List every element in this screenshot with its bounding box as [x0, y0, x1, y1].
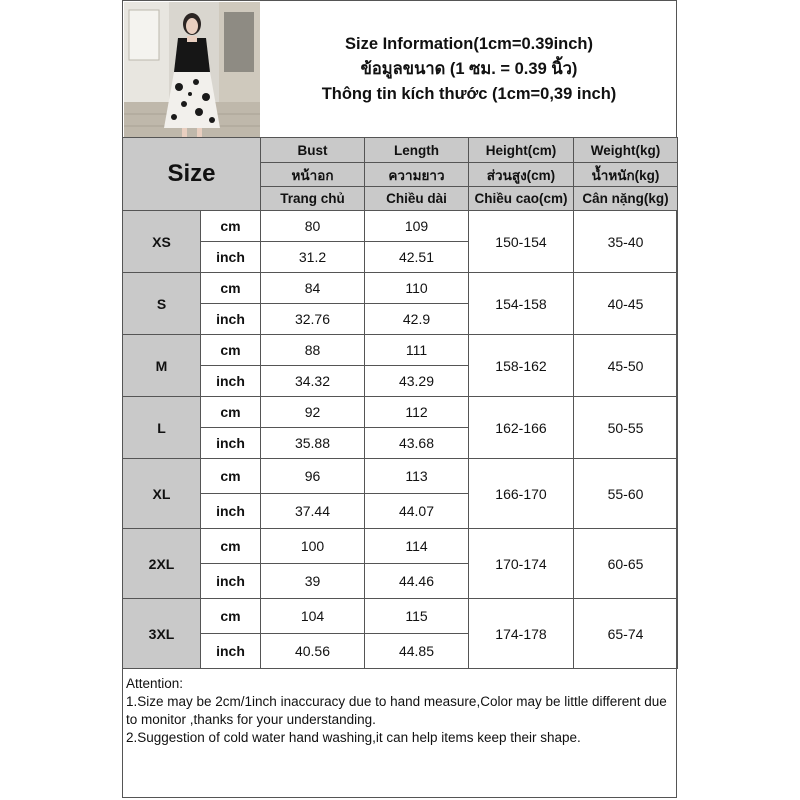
bust-inch-value: 37.44 [261, 494, 365, 529]
bust-inch-value: 32.76 [261, 304, 365, 335]
height-range: 158-162 [469, 335, 574, 397]
unit-cm: cm [201, 335, 261, 366]
size-row-l-cm [123, 397, 678, 428]
attention-heading: Attention: [126, 676, 184, 691]
model-photo-image [124, 2, 260, 137]
height-header-vietnamese: Chiều cao(cm) [469, 187, 574, 211]
length-cm-value: 115 [365, 599, 469, 634]
bust-cm-value: 92 [261, 397, 365, 428]
header-row-english [123, 138, 678, 163]
attention-note-1: 1.Size may be 2cm/1inch inaccuracy due to hand measure,Color may be little different due to monitor ,thanks for your understanding. [126, 694, 667, 727]
size-row-2xl-cm [123, 529, 678, 564]
size-information-title [262, 2, 676, 137]
title-thai: ข้อมูลขนาด (1 ซม. = 0.39 นิ้ว) [360, 60, 578, 78]
unit-cm: cm [201, 211, 261, 242]
bust-cm-value: 84 [261, 273, 365, 304]
length-header: Length [365, 138, 469, 163]
length-inch-value: 43.29 [365, 366, 469, 397]
unit-inch: inch [201, 428, 261, 459]
length-cm-value: 110 [365, 273, 469, 304]
height-range: 150-154 [469, 211, 574, 273]
unit-inch: inch [201, 242, 261, 273]
height-range: 166-170 [469, 459, 574, 529]
size-row-s-cm [123, 273, 678, 304]
weight-header: Weight(kg) [574, 138, 678, 163]
size-label: M [123, 335, 201, 397]
weight-header-vietnamese: Cân nặng(kg) [574, 187, 678, 211]
length-cm-value: 113 [365, 459, 469, 494]
unit-cm: cm [201, 459, 261, 494]
length-inch-value: 44.46 [365, 564, 469, 599]
unit-inch: inch [201, 304, 261, 335]
size-label: L [123, 397, 201, 459]
size-row-m-cm [123, 335, 678, 366]
size-table [122, 137, 678, 669]
size-label: 3XL [123, 599, 201, 669]
size-label: XS [123, 211, 201, 273]
bust-cm-value: 104 [261, 599, 365, 634]
title-vietnamese: Thông tin kích thước (1cm=0,39 inch) [321, 85, 617, 103]
unit-inch: inch [201, 634, 261, 669]
length-inch-value: 42.51 [365, 242, 469, 273]
size-row-xl-cm [123, 459, 678, 494]
height-range: 174-178 [469, 599, 574, 669]
length-cm-value: 111 [365, 335, 469, 366]
bust-inch-value: 39 [261, 564, 365, 599]
unit-cm: cm [201, 273, 261, 304]
length-cm-value: 114 [365, 529, 469, 564]
weight-range: 65-74 [574, 599, 678, 669]
height-range: 154-158 [469, 273, 574, 335]
length-cm-value: 109 [365, 211, 469, 242]
length-header-thai: ความยาว [365, 163, 469, 187]
size-label: XL [123, 459, 201, 529]
height-range: 170-174 [469, 529, 574, 599]
size-row-xs-cm [123, 211, 678, 242]
length-inch-value: 44.85 [365, 634, 469, 669]
unit-inch: inch [201, 494, 261, 529]
weight-range: 55-60 [574, 459, 678, 529]
unit-cm: cm [201, 599, 261, 634]
unit-cm: cm [201, 529, 261, 564]
length-inch-value: 44.07 [365, 494, 469, 529]
weight-range: 60-65 [574, 529, 678, 599]
height-header-thai: ส่วนสูง(cm) [469, 163, 574, 187]
weight-range: 50-55 [574, 397, 678, 459]
bust-cm-value: 96 [261, 459, 365, 494]
unit-cm: cm [201, 397, 261, 428]
unit-inch: inch [201, 564, 261, 599]
bust-cm-value: 80 [261, 211, 365, 242]
bust-header-vietnamese: Trang chủ [261, 187, 365, 211]
bust-header: Bust [261, 138, 365, 163]
height-header: Height(cm) [469, 138, 574, 163]
length-cm-value: 112 [365, 397, 469, 428]
size-label: S [123, 273, 201, 335]
height-range: 162-166 [469, 397, 574, 459]
bust-header-thai: หน้าอก [261, 163, 365, 187]
weight-range: 40-45 [574, 273, 678, 335]
attention-notes [126, 675, 674, 747]
size-label: 2XL [123, 529, 201, 599]
length-inch-value: 43.68 [365, 428, 469, 459]
title-english: Size Information(1cm=0.39inch) [344, 35, 594, 53]
product-photo [124, 2, 260, 137]
bust-cm-value: 100 [261, 529, 365, 564]
weight-range: 45-50 [574, 335, 678, 397]
bust-cm-value: 88 [261, 335, 365, 366]
bust-inch-value: 40.56 [261, 634, 365, 669]
size-row-3xl-cm [123, 599, 678, 634]
attention-note-2: 2.Suggestion of cold water hand washing,it can help items keep their shape. [126, 730, 581, 745]
unit-inch: inch [201, 366, 261, 397]
size-column-header: Size [123, 138, 261, 211]
bust-inch-value: 35.88 [261, 428, 365, 459]
length-header-vietnamese: Chiều dài [365, 187, 469, 211]
bust-inch-value: 34.32 [261, 366, 365, 397]
bust-inch-value: 31.2 [261, 242, 365, 273]
weight-range: 35-40 [574, 211, 678, 273]
weight-header-thai: น้ำหนัก(kg) [574, 163, 678, 187]
length-inch-value: 42.9 [365, 304, 469, 335]
